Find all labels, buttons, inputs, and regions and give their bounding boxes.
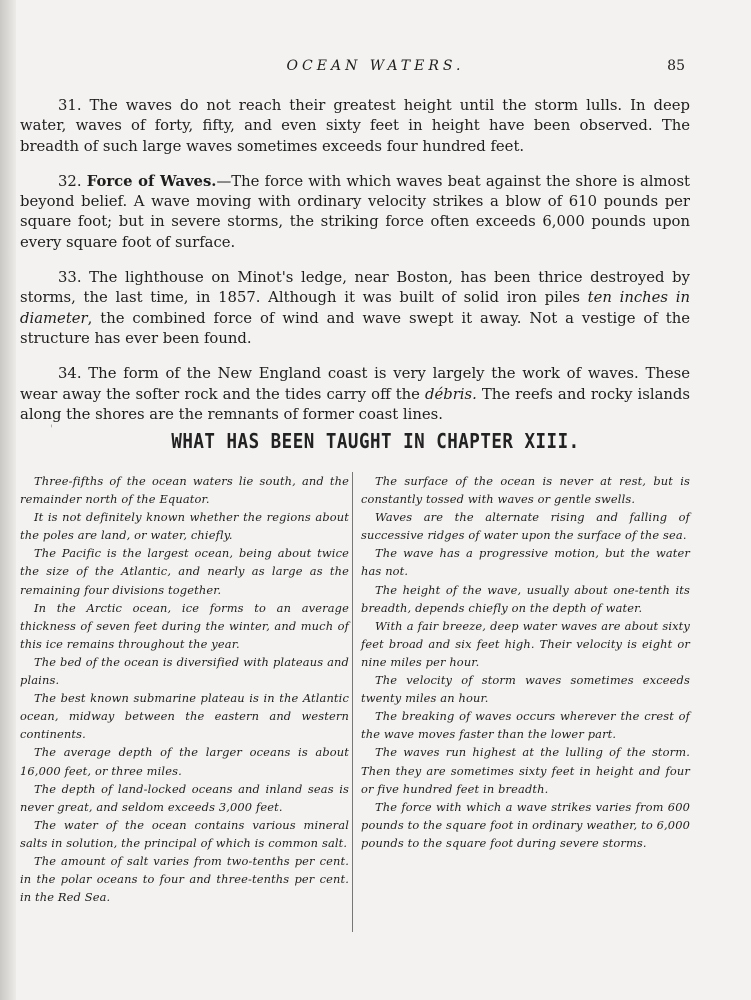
paragraph-32 [20, 172, 690, 253]
paragraph-34-text-start: 34. The form of the New England coast is very largely the work of waves. These wear away the softer rock and the tides carry off the [20, 365, 690, 403]
force-of-waves-heading: Force of Waves. [86, 172, 217, 190]
paragraph-34 [20, 364, 690, 425]
summary-item: The best known submarine plateau is in the Atlantic ocean, midway between the eastern and western continents. [20, 691, 349, 742]
summary-item: The average depth of the larger oceans is about 16,000 feet, or three miles. [20, 745, 349, 778]
summary-item: The depth of land-locked oceans and inland seas is never great, and seldom exceeds 3,000 feet. [20, 781, 349, 814]
summary-item: The bed of the ocean is diversified with plateaus and plains. [20, 654, 349, 688]
paragraph-34-italic: débris. [425, 385, 477, 403]
summary-item: The height of the wave, usually about one-tenth its breadth, depends chiefly on the depth of water. [361, 582, 690, 615]
summary-item: Three-fifths of the ocean waters lie south, and the remainder north of the Equator. [20, 474, 349, 507]
paragraph-33-text-start: 33. The lighthouse on Minot's ledge, near Boston, has been thrice destroyed by storms, the last time, in 1857. Although it was built of solid iron piles [20, 269, 690, 307]
paragraph-33 [20, 268, 690, 349]
summary-right-column [361, 472, 690, 852]
summary-item: The amount of salt varies from two-tenths per cent. in the polar oceans to four and three-tenths per cent. in the Red Sea. [20, 853, 349, 905]
summary-item: The breaking of waves occurs wherever the crest of the wave moves faster than the lower part. [361, 709, 690, 742]
print-speck: ' [50, 424, 53, 435]
page-number: 85 [667, 58, 685, 74]
summary-item: It is not definitely known whether the regions about the poles are land, or water, chiefly. [20, 510, 349, 543]
summary-item: The wave has a progressive motion, but the water has not. [361, 546, 690, 579]
running-title: OCEAN WATERS. [286, 58, 465, 74]
page-gutter-shadow [0, 0, 16, 1000]
summary-item: The waves run highest at the lulling of the storm. Then they are sometimes sixty feet in height and four or five hundred feet in breadth. [361, 745, 690, 796]
summary-item: The surface of the ocean is never at rest, but is constantly tossed with waves or gentle swells. [361, 474, 690, 507]
summary-item: The velocity of storm waves sometimes exceeds twenty miles an hour. [361, 673, 690, 706]
summary-item: Waves are the alternate rising and falling of successive ridges of water upon the surface of the sea. [361, 510, 690, 543]
paragraph-31: 31. The waves do not reach their greatest height until the storm lulls. In deep water, waves of forty, fifty, and even sixty feet in height have been observed. The breadth of such large waves sometimes exceeds four hundred feet. [20, 97, 690, 155]
paragraph-33-italic: ten inches in diameter [20, 289, 690, 327]
summary-left-column [20, 472, 349, 906]
summary-item: With a fair breeze, deep water waves are about sixty feet broad and six feet high. Their velocity is eight or nine miles per hour. [361, 618, 690, 669]
summary-item: The Pacific is the largest ocean, being about twice the size of the Atlantic, and nearly as large as the remaining four divisions together. [20, 546, 349, 597]
page-header [0, 58, 751, 80]
paragraph-34-text-end: The reefs and rocky islands along the shores are the remnants of former coast lines. [20, 385, 690, 423]
paragraph-33-text-end: , the combined force of wind and wave swept it away. Not a vestige of the structure has ever been found. [20, 309, 690, 347]
body-text [20, 96, 690, 440]
summary-item: In the Arctic ocean, ice forms to an average thickness of seven feet during the winter, and much of this ice remains throughout the year. [20, 600, 349, 651]
summary-item: The water of the ocean contains various mineral salts in solution, the principal of which is common salt. [20, 817, 349, 850]
chapter-summary [20, 472, 690, 944]
chapter-summary-title: WHAT HAS BEEN TAUGHT IN CHAPTER XIII. [171, 430, 580, 454]
paragraph-32-text: —The force with which waves beat against the shore is almost beyond belief. A wave moving with ordinary velocity strikes a blow of 610 pounds per square foot; but in severe storms, the striking force often exceeds 6,000 pounds upon every square foot of surface. [20, 172, 690, 251]
summary-item: The force with which a wave strikes varies from 600 pounds to the square foot in ordinary weather, to 6,000 pounds to the square foot during severe storms. [361, 799, 690, 850]
paragraph-32-number: 32. [58, 172, 82, 190]
